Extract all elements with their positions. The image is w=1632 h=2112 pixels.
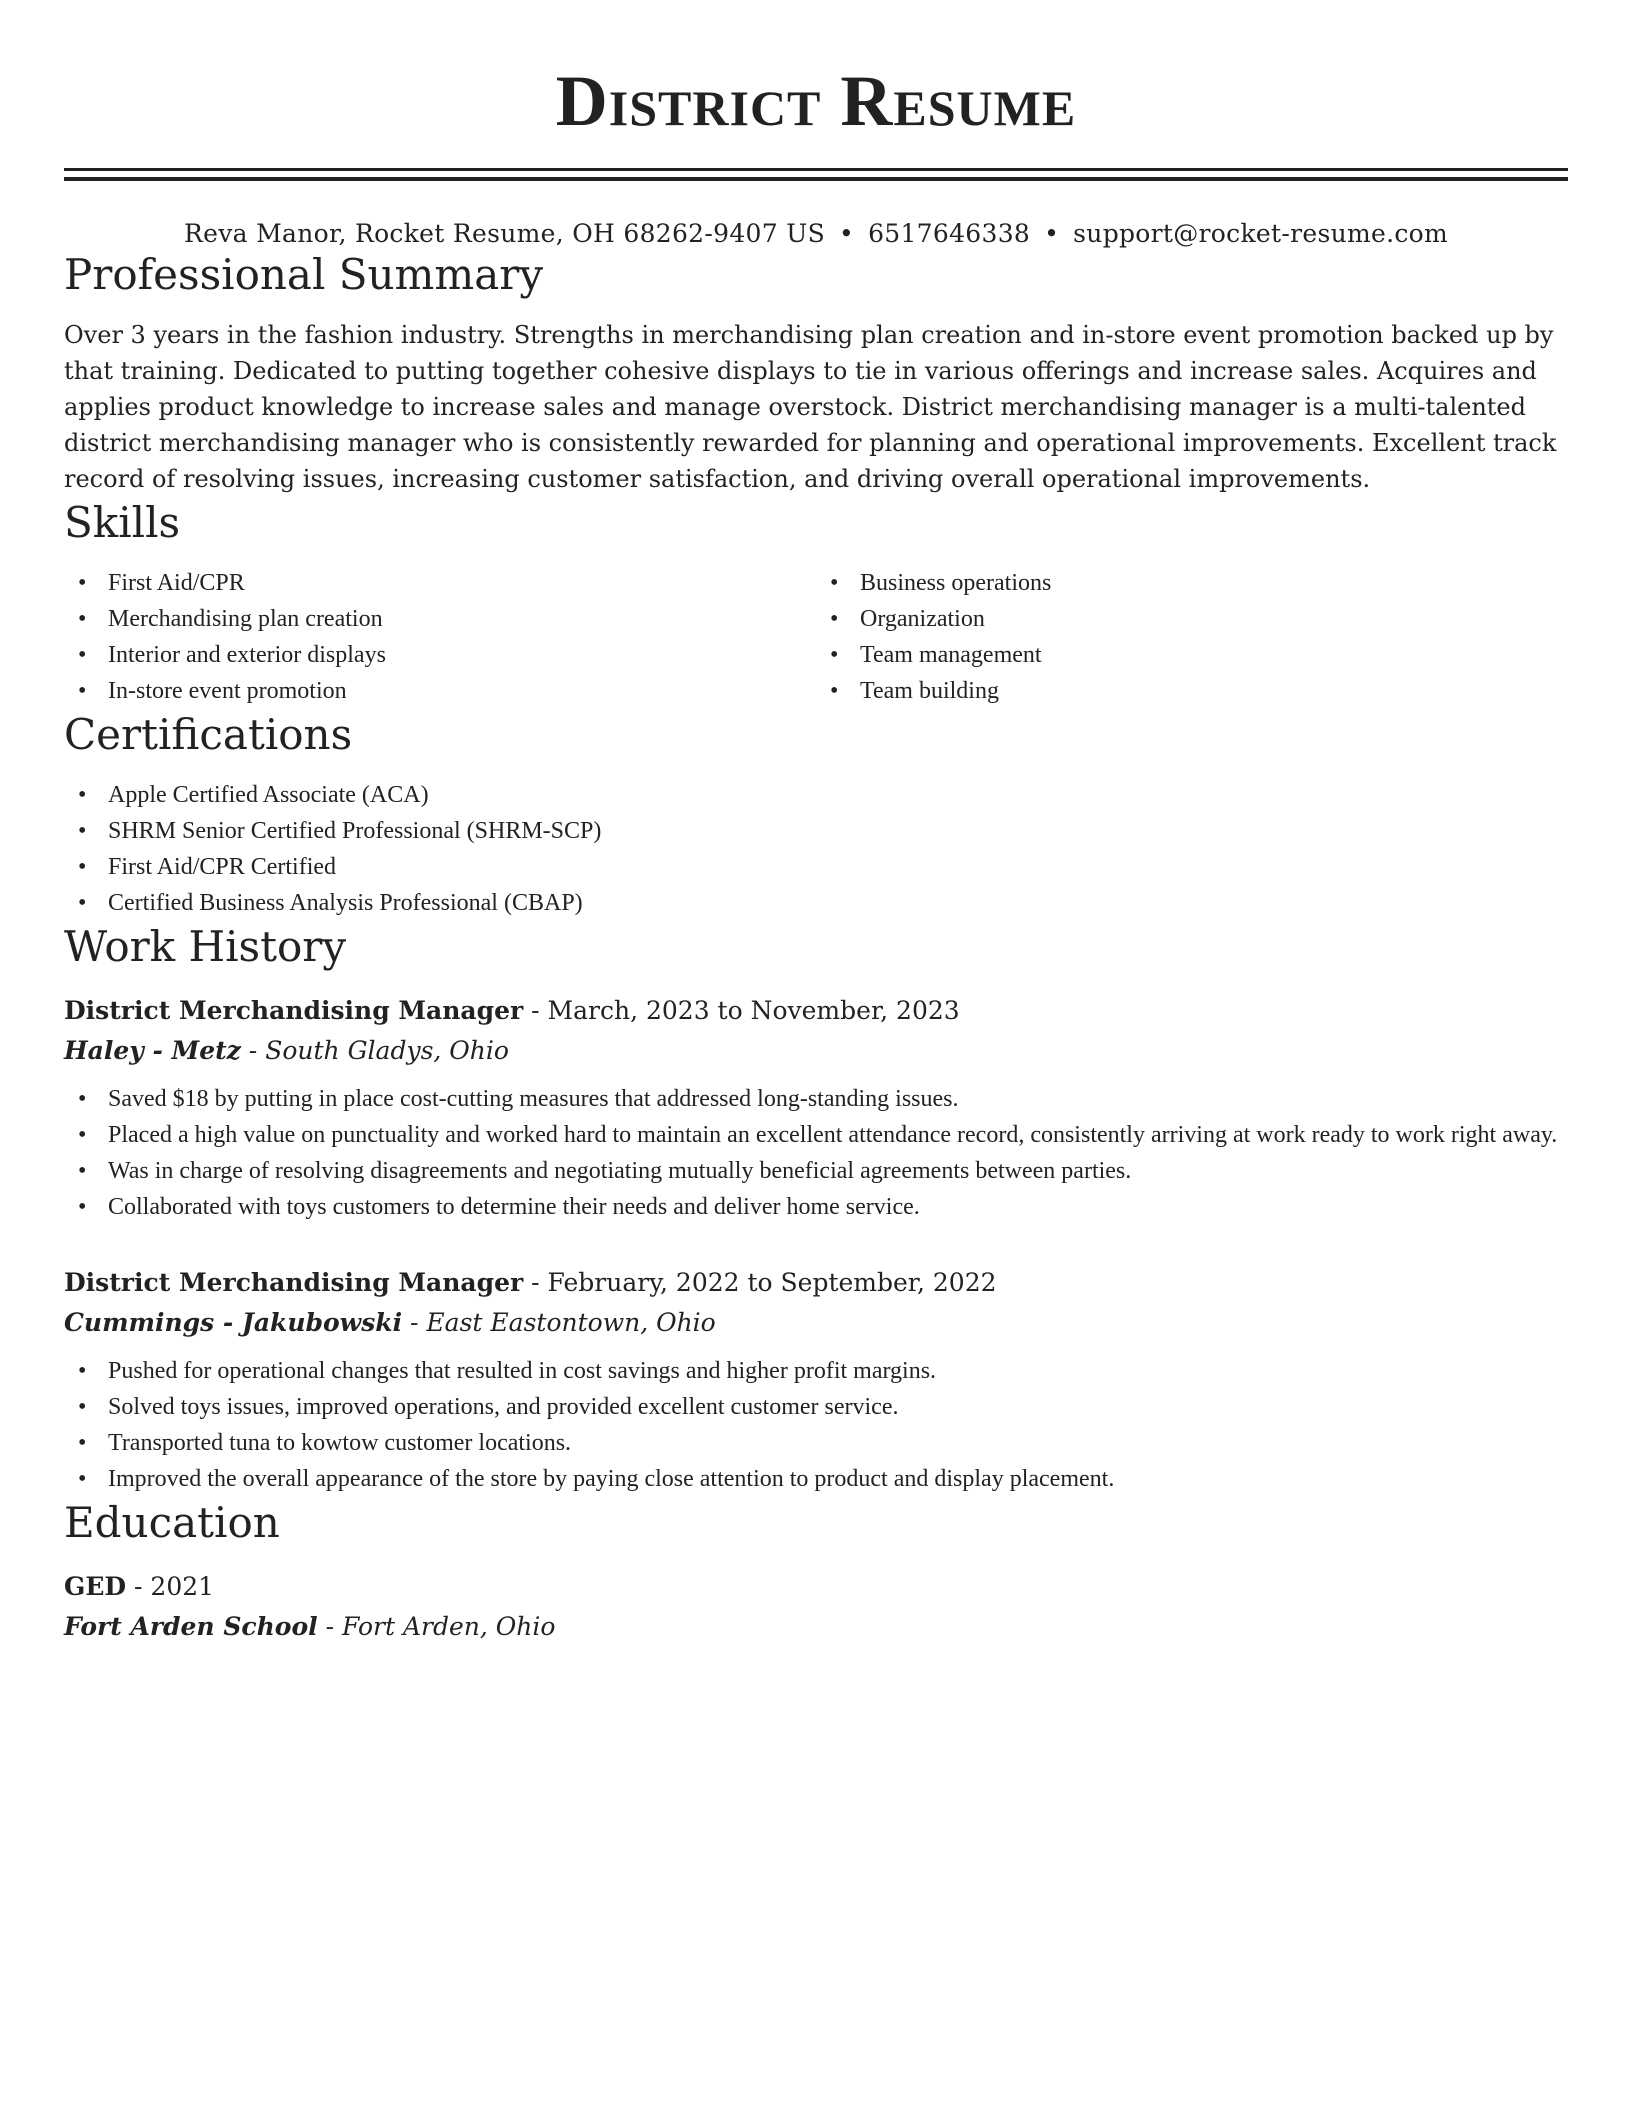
job-bullet: • Collaborated with toys customers to determine their needs and deliver home service. <box>64 1189 1568 1225</box>
contact-address: Reva Manor, Rocket Resume, OH 68262-9407 US <box>184 219 826 248</box>
education-degree-line <box>64 1567 1568 1607</box>
job-bullet: • Placed a high value on punctuality and worked hard to maintain an excellent attendance record, consistently arriving at work ready to work right away. <box>64 1117 1568 1153</box>
job-title-line <box>64 991 1568 1031</box>
job-bullet: • Transported tuna to kowtow customer locations. <box>64 1425 1568 1461</box>
education-entry <box>64 1567 1568 1647</box>
skill-item: • Organization <box>816 601 1568 637</box>
job-location: - East Eastontown, Ohio <box>402 1308 716 1337</box>
education-degree: GED <box>64 1572 127 1601</box>
summary-heading: Professional Summary <box>64 250 544 299</box>
job-company-line <box>64 1303 1568 1343</box>
skills-grid <box>64 565 1568 709</box>
work-history-heading: Work History <box>64 922 347 971</box>
education-school-line <box>64 1607 1568 1647</box>
job-title: District Merchandising Manager <box>64 1268 524 1297</box>
contact-phone: 6517646338 <box>868 219 1031 248</box>
summary-text: Over 3 years in the fashion industry. Strengths in merchandising plan creation and in-store event promotion backed up by that training. Dedicated to putting together cohesive displays to tie in various offerings and increase sales. Acquires and applies product knowledge to increase sales and manage overstock. District merchandising manager is a multi-talented district merchandising manager who is consistently rewarded for planning and operational improvements. Excellent track record of resolving issues, increasing customer satisfaction, and driving overall operational improvements. <box>64 321 1557 493</box>
certification-item: • SHRM Senior Certified Professional (SHRM-SCP) <box>64 813 1568 849</box>
job-bullets <box>64 1353 1568 1497</box>
job-bullet: • Was in charge of resolving disagreements and negotiating mutually beneficial agreements between parties. <box>64 1153 1568 1189</box>
job-title: District Merchandising Manager <box>64 996 524 1025</box>
job-company-line <box>64 1031 1568 1071</box>
job-bullet: • Solved toys issues, improved operations, and provided excellent customer service. <box>64 1389 1568 1425</box>
job-company: Cummings - Jakubowski <box>64 1308 403 1337</box>
skills-list-left <box>64 565 816 709</box>
job-entry <box>64 1263 1568 1497</box>
skill-item: • First Aid/CPR <box>64 565 816 601</box>
certification-item: • Certified Business Analysis Professional (CBAP) <box>64 885 1568 921</box>
job-entry <box>64 991 1568 1225</box>
certifications-heading: Certifications <box>64 710 353 759</box>
contact-separator: • <box>1044 219 1060 248</box>
job-location: - South Gladys, Ohio <box>240 1036 509 1065</box>
skill-item: • Team management <box>816 637 1568 673</box>
resume-title: District Resume <box>555 61 1077 141</box>
skills-column-left <box>64 565 816 709</box>
skills-column-right <box>816 565 1568 709</box>
job-bullet: • Saved $18 by putting in place cost-cutting measures that addressed long-standing issues. <box>64 1081 1568 1117</box>
job-dates: - February, 2022 to September, 2022 <box>523 1268 997 1297</box>
title-rule-bottom <box>64 177 1568 181</box>
contact-separator: • <box>839 219 855 248</box>
skill-item: • Merchandising plan creation <box>64 601 816 637</box>
education-school: Fort Arden School <box>64 1612 318 1641</box>
job-company: Haley - Metz <box>64 1036 241 1065</box>
contact-line <box>64 219 1568 249</box>
skills-heading: Skills <box>64 498 181 547</box>
skill-item: • In-store event promotion <box>64 673 816 709</box>
skill-item: • Interior and exterior displays <box>64 637 816 673</box>
contact-email: support@rocket-resume.com <box>1073 219 1448 248</box>
job-dates: - March, 2023 to November, 2023 <box>523 996 960 1025</box>
job-title-line <box>64 1263 1568 1303</box>
education-heading: Education <box>64 1498 280 1547</box>
title-rule-top <box>64 168 1568 171</box>
job-bullet: • Pushed for operational changes that resulted in cost savings and higher profit margins. <box>64 1353 1568 1389</box>
job-bullets <box>64 1081 1568 1225</box>
skill-item: • Team building <box>816 673 1568 709</box>
education-year: - 2021 <box>126 1572 215 1601</box>
certifications-list <box>64 777 1568 921</box>
skill-item: • Business operations <box>816 565 1568 601</box>
education-location: - Fort Arden, Ohio <box>317 1612 556 1641</box>
job-bullet: • Improved the overall appearance of the store by paying close attention to product and display placement. <box>64 1461 1568 1497</box>
skills-list-right <box>816 565 1568 709</box>
certification-item: • Apple Certified Associate (ACA) <box>64 777 1568 813</box>
certification-item: • First Aid/CPR Certified <box>64 849 1568 885</box>
